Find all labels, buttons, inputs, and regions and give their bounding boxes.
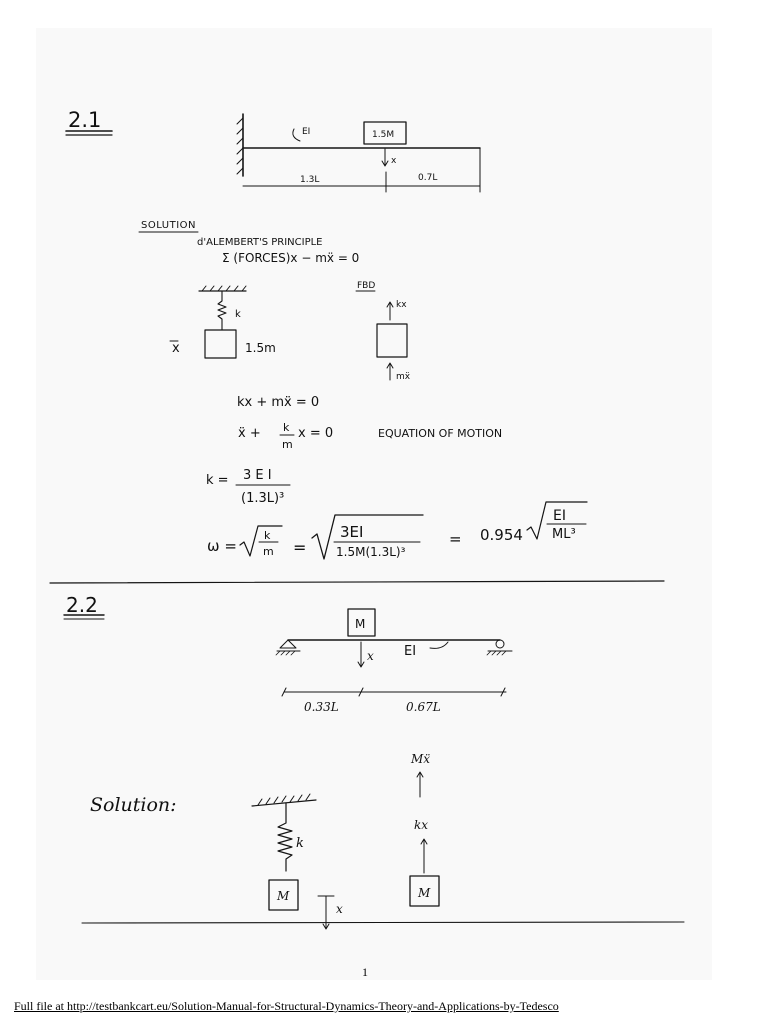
free-body-diagram-2 — [410, 752, 439, 906]
mass-label: 1.5M — [372, 130, 395, 140]
beam-mass-label: M — [355, 617, 366, 631]
page-bottom-rule — [82, 922, 684, 923]
page-number: 1 — [362, 965, 368, 979]
pin-support-left — [280, 640, 296, 648]
beam-deflection-label: x — [367, 649, 374, 663]
sqrt-sign — [240, 526, 282, 556]
spring-label-2: k — [296, 836, 304, 851]
fbd-top-force: kx — [396, 300, 407, 310]
sum-forces-equation: Σ (FORCES)x − mẍ = 0 — [222, 251, 360, 265]
spring-label: k — [235, 309, 241, 320]
omega-coefficient: 0.954 — [480, 526, 523, 544]
natural-frequency-expression — [207, 502, 587, 559]
eom-left: ẍ + — [238, 426, 261, 441]
fbd-mass-block — [377, 324, 407, 357]
eom-frac-num: k — [283, 421, 290, 434]
section-divider — [50, 581, 664, 583]
footer-link[interactable]: Full file at http://testbankcart.eu/Solution-Manual-for-Structural-Dynamics-Theory-and-Applications-by-Tedesco — [14, 999, 559, 1013]
displacement-label-2: x — [336, 902, 343, 916]
beam-span-right: 0.67L — [406, 700, 441, 714]
stiffness-lhs: k = — [206, 473, 229, 488]
displacement-label: x — [172, 341, 180, 356]
spring-mass-sketch-2 — [252, 794, 343, 929]
deflection-label: x — [391, 156, 397, 166]
mass-block — [205, 330, 236, 358]
fbd-mass-label-2: M — [418, 886, 431, 900]
beam-ei-label: EI — [404, 644, 417, 659]
stiffness-numerator: 3 E I — [243, 468, 272, 483]
solution-heading: SOLUTION — [141, 220, 197, 231]
inertia-force-label: Mẍ — [411, 752, 431, 766]
omega-r2-num: 3EI — [340, 523, 364, 541]
equation-kx: kx + mẍ = 0 — [237, 395, 320, 410]
span-left-label: 1.3L — [300, 175, 320, 185]
mass-block-label-2: M — [277, 889, 290, 903]
ei-arrow — [293, 129, 300, 141]
eom-right: x = 0 — [298, 426, 334, 441]
beam-span-left: 0.33L — [304, 700, 339, 714]
spring-icon — [278, 803, 292, 871]
omega-r3-den: ML³ — [552, 527, 576, 542]
wall-hatching — [237, 118, 243, 174]
omega-r1-num: k — [264, 529, 271, 542]
problem-2-2-number: 2.2 — [66, 593, 98, 617]
solution-heading-2: Solution: — [90, 794, 177, 816]
principle-text: d'ALEMBERT'S PRINCIPLE — [197, 237, 323, 248]
spring-force-label: kx — [414, 818, 429, 832]
omega-eq1: = — [293, 538, 307, 557]
eom-frac-den: m — [282, 438, 293, 451]
omega-r1-den: m — [263, 545, 274, 558]
problem-2-1-number: 2.1 — [68, 108, 102, 132]
omega-r2-den: 1.5M(1.3L)³ — [336, 545, 406, 559]
eom-label: EQUATION OF MOTION — [378, 427, 503, 440]
span-right-label: 0.7L — [418, 173, 438, 183]
cantilever-beam-figure — [237, 114, 480, 192]
spring-mass-sketch — [170, 286, 276, 358]
stiffness-denominator: (1.3L)³ — [241, 491, 285, 506]
free-body-diagram — [356, 281, 411, 382]
omega-lhs: ω = — [207, 537, 237, 555]
mass-block-label: 1.5m — [245, 341, 276, 355]
ground-line — [252, 800, 316, 806]
simply-supported-beam-figure — [276, 609, 512, 714]
fbd-bottom-force: mẍ — [396, 372, 411, 382]
omega-r3-num: EI — [553, 508, 566, 524]
omega-eq2: = — [449, 530, 462, 548]
fbd-label: FBD — [357, 281, 376, 291]
ei-label: EI — [302, 127, 311, 137]
spring-icon — [218, 291, 226, 330]
roller-support-right — [496, 640, 504, 648]
